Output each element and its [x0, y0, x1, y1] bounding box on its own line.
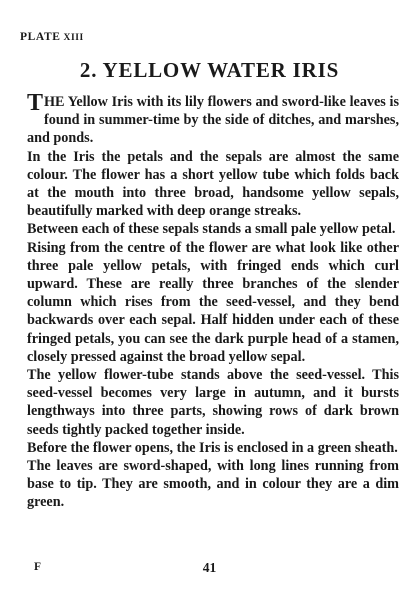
- signature-mark: F: [34, 561, 42, 573]
- page-number: 41: [202, 560, 217, 575]
- paragraph-2: In the Iris the petals and the sepals are almost the same colour. The flower has a short yellow tube which folds back at the mouth into three broad, handsome yellow sepals, beautifully marked with deep orange streaks.: [27, 148, 399, 220]
- paragraph-7: The leaves are sword-shaped, with long lines running from base to tip. They are smooth, and in colour they are a dim green.: [27, 458, 399, 511]
- paragraph-1-text: HE Yellow Iris with its lily flowers and sword-like leaves is found in summer-time by the side of ditches, and marshes, and ponds.: [27, 94, 399, 147]
- paragraph-5: The yellow flower-tube stands above the seed-vessel. This seed-vessel becomes very large in autumn, and it bursts lengthways into three parts, showing rows of dark brown seeds tightly packed together inside.: [27, 367, 399, 438]
- plate-word: PLATE: [20, 31, 61, 43]
- drop-cap: T: [27, 90, 44, 116]
- page-title: 2. YELLOW WATER IRIS: [79, 58, 340, 82]
- paragraph-1: [27, 90, 399, 148]
- paragraph-6: Before the flower opens, the Iris is enclosed in a green sheath.: [27, 439, 398, 456]
- paragraph-3: Between each of these sepals stands a small pale yellow petal.: [27, 221, 396, 238]
- paragraph-4: Rising from the centre of the flower are what look like other three pale yellow petals, with fringed ends which curl upward. These are really three branches of the slender column which rises from the seed-vessel, and they bend backwards over each sepal. Half hidden under each of these fringed petals, you can see the dark purple head of a stamen, closely pressed against the broad yellow sepal.: [27, 239, 399, 365]
- body-text: [27, 90, 399, 512]
- plate-number: XIII: [63, 33, 84, 43]
- plate-label: [20, 31, 84, 43]
